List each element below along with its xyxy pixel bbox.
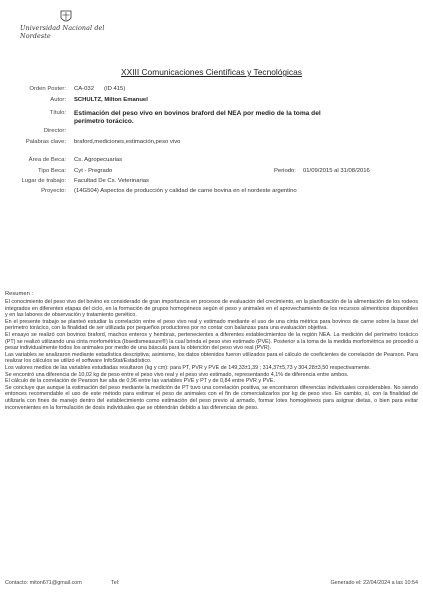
logo-text — [20, 24, 110, 40]
abstract-paragraph: Los valores medios de las variables estudiadas resultaron (kg y cm): para PT, PVR y PVE de 149,33±1,39 ; 314,37±5,73 y 304,28±3,50 respectivamente. — [5, 364, 371, 371]
abstract-body — [5, 299, 418, 411]
proyecto-label: Proyecto: — [41, 188, 66, 194]
abstract-paragraph: El ensayo se realizó con bovinos braford, machos enteros y hembras, pertenecientes a diferentes establecimientos de la región NEA. La medición del perímetro torácico (PT) se realizó utilizando una cinta morfométrica (Ibsedismeasure®) la cual brinda el peso vivo estimado (PVE). Posterior a la toma de la medida morfométrica se procedió a pesar individualmente todos los animales por medio de una báscula para la obtención del peso vivo real (PVR). — [5, 331, 418, 352]
tipo-beca-value: Cyt - Pregrado — [74, 168, 113, 174]
proyecto-value: (14G504) Aspectos de producción y calidad de carne bovina en el nordeste argentino — [74, 188, 297, 194]
university-logo — [20, 10, 110, 60]
palabras-clave-label: Palabras clave: — [25, 139, 66, 145]
abstract-paragraph: En el presente trabajo se planteó estudiar la correlación entre el peso vivo real y estimado mediante el uso de una cinta métrica para bovinos de carne sobre la base del perímetro torácico, con la finalidad de ser utilizada por pequeños productores por no contar con balanzas para una evaluación objetiva. — [5, 318, 418, 332]
abstract-paragraph: El conocimiento del peso vivo del bovino es considerado de gran importancia en procesos de evaluación del crecimiento, en la planificación de la alimentación de los rodeos integrados en diferentes etapas del ciclo, en la formación de grupos homogéneos según el peso y animales en el aprovechamiento de los recursos alimenticios disponibles y en las labores de observación y tratamiento genético. — [5, 299, 418, 319]
abstract-paragraph: Se concluye que aunque la estimación del peso mediante la medición de PT tuvo una correlación positiva, se encontraron diferencias individuales considerables. No siendo entonces recomendable el uso de este método para estimar el peso de animales con el fin de comercializarlos por kg de peso vivo. En cambio, sí, con la finalidad de utilizarla con fines de manejo dentro del establecimiento como estimación del peso previo al armado, formar lotes homogéneos para asignar dietas, o bien para evitar inconvenientes en la formulación de dosis individuales que se obtendrán debido a las diferencias de peso. — [5, 384, 418, 411]
abstract-paragraph: El cálculo de la correlación de Pearson fue alta de 0,96 entre las variables PVE y PT y de 0,84 entre PVR y PVE. — [5, 378, 275, 385]
palabras-clave-value: braford,mediciones,estimación,peso vivo — [74, 139, 181, 145]
periodo-label: Periodo: — [274, 168, 296, 174]
autor-value: SCHULTZ, Milton Emanuel — [74, 97, 148, 103]
page-title: XXIII Comunicaciones Científicas y Tecnológicas — [121, 67, 302, 77]
abstract-paragraph: Las variables se analizaron mediante estadística descriptiva; asimismo, los datos obtenidos fueron utilizados para el cálculo de coeficientes de correlación de Pearson. Para realizar los cálculos se utilizó el software InfoStat/Estadístico. — [5, 351, 418, 365]
periodo-value: 01/09/2015 al 31/08/2016 — [303, 168, 370, 174]
logo-line-2: del Nordeste — [20, 24, 105, 40]
logo-line-1: Universidad Nacional — [20, 24, 93, 32]
university-crest-icon — [60, 10, 72, 24]
autor-label: Autor: — [50, 97, 66, 103]
abstract-paragraph: Se encontró una diferencia de 10,02 kg de peso entre el peso vivo real y el peso vivo estimado, representando 4,1% de diferencia entre ambos. — [5, 371, 349, 378]
lugar-trabajo-value: Facultad De Cs. Veterinarias — [74, 178, 149, 184]
area-beca-label: Área de Beca: — [28, 157, 66, 163]
titulo-label: Título: — [49, 110, 66, 116]
contact-tel: Tel: — [111, 580, 120, 586]
tipo-beca-label: Tipo Beca: — [38, 168, 66, 174]
orden-poster-id: (ID 415) — [104, 86, 126, 92]
orden-poster-value: CA-032 — [74, 86, 94, 92]
titulo-value: Estimación del peso vivo en bovinos braford del NEA por medio de la toma del perímetro torácico. — [74, 110, 321, 125]
contact-email: Contacto: miton671@gmail.com — [5, 580, 82, 586]
resumen-label: Resumen : — [5, 291, 34, 297]
director-label: Director: — [43, 128, 66, 134]
generated-timestamp: Generado el: 22/04/2024 a las 10:54 — [330, 580, 418, 586]
orden-poster-label: Orden Poster: — [29, 86, 66, 92]
lugar-trabajo-label: Lugar de trabajo: — [21, 178, 66, 184]
area-beca-value: Cs. Agropecuarias — [74, 157, 123, 163]
